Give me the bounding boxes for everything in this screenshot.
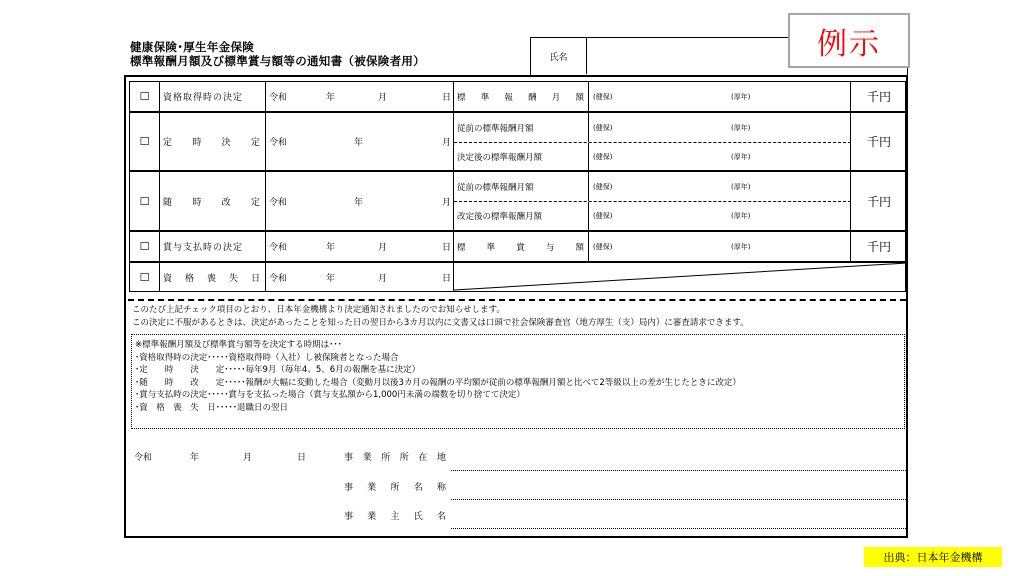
label-char: 主 [390, 512, 400, 522]
owner-name-field[interactable] [451, 528, 906, 529]
amount-sub-row-after [454, 143, 851, 170]
year-label: 年 [354, 138, 364, 148]
label-char: 称 [436, 483, 446, 493]
label-char: 業 [362, 453, 372, 463]
date-cell [266, 113, 454, 170]
amount-sub-row-before [454, 172, 851, 201]
amount-label-char: 額 [575, 92, 584, 103]
month-label: 月 [442, 138, 452, 148]
row-label-char: 時 [192, 138, 202, 148]
row-label-char: 失 [228, 273, 238, 284]
sign-date-day: 日 [297, 453, 307, 463]
amount-sub-row-after [454, 202, 851, 230]
kounen-label: (厚年) [731, 242, 751, 251]
row-label-char: 喪 [206, 273, 216, 284]
label-char: 事 [344, 512, 354, 522]
amount-label [454, 82, 589, 111]
unit-label: 千円 [866, 240, 891, 254]
label-char: 名 [436, 512, 446, 522]
amount-label-char: 標 [457, 242, 466, 253]
date-cell [266, 82, 454, 111]
checkbox[interactable]: ☐ [130, 113, 160, 170]
amount-label: 従前の標準報酬月額 [454, 113, 589, 142]
amount-label: 改定後の標準報酬月額 [454, 202, 589, 230]
row-label [160, 172, 266, 230]
kounen-label: (厚年) [731, 123, 751, 132]
row-label: 賞与支払時の決定 [160, 232, 266, 261]
row-label [160, 113, 266, 170]
info-line: ･賞与支払時の決定･････賞与を支払った場合（賞与支払額から1,000円未満の端数を切り捨てて決定） [135, 390, 525, 401]
kenpo-label: (健保) [593, 212, 613, 220]
amount-label-char: 報 [504, 92, 513, 103]
form-title-line2: 標準報酬月額及び標準賞与額等の通知書（被保険者用） [130, 54, 425, 68]
era-label: 令和 [269, 243, 288, 253]
kounen-label: (厚年) [731, 92, 751, 101]
label-char: 名 [413, 483, 423, 493]
sign-date-era: 令和 [134, 453, 153, 463]
info-line: ･定 時 決 定･････毎年9月（毎年4、5、6月の報酬を基に決定） [135, 365, 421, 376]
row-label-char: 定 [163, 138, 173, 148]
amount-label-char: 月 [551, 92, 561, 103]
amount-cell [589, 82, 851, 111]
checkbox[interactable]: ☐ [130, 232, 160, 261]
row-label-char: 決 [221, 138, 231, 148]
label-char: 地 [436, 453, 446, 463]
month-label: 月 [378, 273, 388, 284]
amount-label-char: 準 [486, 242, 496, 253]
office-name-label [344, 480, 446, 493]
decision-timing-info [131, 334, 905, 429]
amount-label: 従前の標準報酬月額 [454, 172, 589, 201]
era-label: 令和 [269, 197, 288, 208]
amount-sub-row-before [454, 113, 851, 142]
office-address-label [344, 450, 446, 463]
label-char: 氏 [413, 512, 423, 522]
label-char: 所 [390, 483, 400, 493]
era-label: 令和 [269, 138, 288, 148]
amount-label-char: 標 [457, 92, 466, 103]
amount-label-char: 酬 [528, 92, 537, 103]
unit-label: 千円 [866, 90, 891, 104]
label-char: 事 [344, 453, 354, 463]
amount-cell [589, 232, 851, 261]
office-name-field[interactable] [451, 499, 906, 500]
name-label: 氏名 [531, 38, 587, 74]
row-qualification-loss [129, 262, 906, 292]
kounen-label: (厚年) [731, 182, 751, 191]
day-label: 日 [442, 273, 452, 284]
amount-cell [589, 113, 851, 142]
amount-cell [589, 172, 851, 201]
label-char: 所 [381, 453, 391, 463]
date-cell [266, 232, 454, 261]
month-label: 月 [378, 243, 388, 253]
amount-cell [589, 143, 851, 170]
amount-label: 決定後の標準報酬月額 [454, 143, 589, 170]
row-occasional-revision [129, 171, 906, 231]
row-periodic-decision [129, 112, 906, 171]
date-cell [266, 172, 454, 230]
checkbox[interactable]: ☐ [130, 82, 160, 111]
row-label [160, 263, 266, 291]
amount-label-char: 賞 [516, 242, 525, 253]
kenpo-label: (健保) [593, 123, 613, 132]
checkbox[interactable]: ☐ [130, 263, 160, 291]
amount-label-char: 額 [575, 242, 584, 253]
sign-date-year: 年 [190, 453, 200, 463]
day-label: 日 [442, 93, 452, 103]
label-char: 業 [367, 483, 377, 493]
info-line: ･随 時 改 定･････報酬が大幅に変動した場合（変動月以後3カ月の報酬の平均額が従前の標準報酬月額と比べて2等級以上の差が生じたときに改定） [135, 377, 741, 388]
label-char: 業 [367, 512, 377, 522]
label-char: 所 [399, 453, 409, 463]
row-label-char: 定 [250, 138, 260, 148]
info-line: ※標準報酬月額及び標準賞与額等を決定する時期は･･･ [135, 340, 342, 350]
source-note: 出典：日本年金機構 [864, 547, 1002, 567]
row-label-char: 資 [163, 273, 173, 284]
info-line: ･資 格 喪 失 日･････退職日の翌日 [135, 402, 289, 413]
row-label-char: 随 [163, 197, 173, 208]
date-cell [266, 263, 454, 291]
form-title-line1: 健康保険･厚生年金保険 [130, 40, 255, 54]
info-line: ･資格取得時の決定･････資格取得時（入社）し被保険者となった場合 [135, 352, 399, 363]
checkbox[interactable]: ☐ [130, 172, 160, 230]
year-label: 年 [326, 243, 336, 253]
row-label-char: 時 [192, 197, 202, 208]
section-divider [128, 299, 906, 301]
notice-line-1: このたび上記チェック項目のとおり、日本年金機構より決定通知されましたのでお知らせします。 [132, 305, 505, 315]
day-label: 日 [442, 243, 452, 253]
year-label: 年 [326, 273, 336, 284]
notice-line-2: この決定に不服があるときは、決定があったことを知った日の翌日から3カ月以内に文書又は口頭で社会保険審査官（地方厚生（支）局内）に審査請求できます。 [132, 318, 749, 328]
year-label: 年 [326, 93, 336, 103]
era-label: 令和 [269, 273, 288, 284]
amount-label-char: 準 [480, 92, 490, 103]
sample-badge: 例示 [788, 13, 910, 68]
year-label: 年 [354, 197, 364, 208]
notice-form [124, 75, 908, 538]
kenpo-label: (健保) [593, 92, 613, 101]
amount-label [454, 232, 589, 261]
kenpo-label: (健保) [593, 242, 613, 251]
unit-label: 千円 [866, 194, 891, 209]
kenpo-label: (健保) [593, 182, 613, 191]
month-label: 月 [378, 93, 388, 103]
row-label-char: 改 [221, 197, 231, 208]
strike-diagonal [454, 263, 907, 291]
unit-label: 千円 [866, 135, 891, 149]
owner-name-label [344, 509, 446, 522]
label-char: 事 [344, 483, 354, 493]
amount-cell [589, 202, 851, 230]
row-label-char: 定 [250, 197, 260, 208]
row-label-char: 格 [184, 273, 194, 284]
kounen-label: (厚年) [731, 212, 751, 220]
row-bonus-payment [129, 231, 906, 262]
label-char: 在 [418, 453, 428, 463]
row-label: 資格取得時の決定 [160, 82, 266, 111]
era-label: 令和 [269, 93, 288, 103]
amount-label-char: 与 [545, 242, 555, 253]
kounen-label: (厚年) [731, 152, 751, 161]
office-address-field[interactable] [451, 470, 906, 471]
row-qualification-acquisition [129, 81, 906, 112]
sign-date-month: 月 [243, 453, 253, 463]
month-label: 月 [442, 197, 452, 208]
kenpo-label: (健保) [593, 152, 613, 161]
row-label-char: 日 [250, 273, 260, 284]
